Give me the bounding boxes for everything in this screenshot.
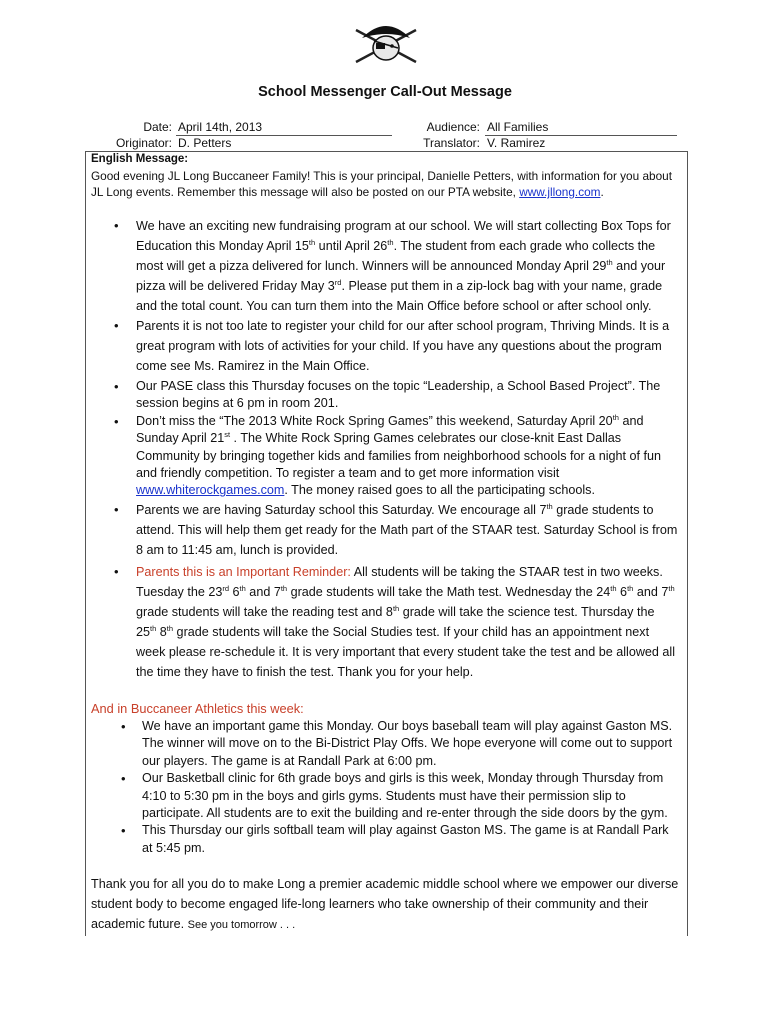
date-value: April 14th, 2013 bbox=[176, 120, 392, 136]
translator-value: V. Ramirez bbox=[487, 136, 546, 150]
closing-paragraph bbox=[91, 874, 681, 935]
english-message-heading: English Message: bbox=[91, 153, 189, 165]
list-item: • We have an exciting new fundraising program at our school. We will start collecting Box Tops for Education this Monday April 15th until April 26th. The student from each grade who collects the most will get a pizza delivered for lunch. Winners will be announced Monday April 29th and your pizza will be delivered Friday May 3rd. Please put them in a zip-lock bag with your name, grade and the total count. You can turn them into the Main Office before school or after school only. bbox=[98, 216, 678, 316]
intro-end: . bbox=[600, 185, 604, 199]
list-item: • Our PASE class this Thursday focuses on the topic “Leadership, a School Based Project”. The session begins at 6 pm in room 201. bbox=[98, 378, 678, 413]
audience-row bbox=[400, 120, 675, 134]
list-item: • Parents it is not too late to register your child for our after school program, Thriving Minds. It is a great program with lots of activities for your child. If you have any questions about the program come see Ms. Ramirez in the Main Office. bbox=[98, 316, 678, 376]
signoff: See you tomorrow . . . bbox=[187, 919, 296, 931]
page-title: School Messenger Call-Out Message bbox=[258, 84, 512, 100]
originator-value: D. Petters bbox=[178, 136, 232, 150]
originator-row bbox=[80, 136, 390, 150]
list-item: • Parents this is an Important Reminder: All students will be taking the STAAR test in two weeks. Tuesday the 23rd 6th and 7th grade students will take the Math test. Wednesday the 24th 6th and 7th grade students will take the reading test and 8th grade will take the science test. Thursday the 25th 8th grade students will take the Social Studies test. If your child has an appointment next week please re-schedule it. It is very important that every student take the test and be allowed all the time they have to finish the test. Thank you for your help. bbox=[98, 562, 678, 682]
date-row bbox=[80, 120, 390, 134]
list-item: • We have an important game this Monday. Our boys baseball team will play against Gaston MS. The winner will move on to the Bi-District Play Offs. We hope everyone will come out to support our players. The game is at Randall Park at 6:00 pm. bbox=[91, 718, 676, 770]
audience-label: Audience: bbox=[426, 120, 480, 134]
athletics-list bbox=[91, 718, 676, 857]
intro-text: Good evening JL Long Buccaneer Family! This is your principal, Danielle Petters, with information for you about JL Long events. Remember this message will also be posted on our PTA website, bbox=[91, 169, 672, 199]
intro-paragraph bbox=[91, 168, 681, 200]
list-item: • This Thursday our girls softball team will play against Gaston MS. The game is at Randall Park at 5:45 pm. bbox=[91, 822, 676, 857]
announcement-list-3 bbox=[98, 500, 678, 682]
originator-label: Originator: bbox=[115, 136, 172, 150]
closing-text: Thank you for all you do to make Long a premier academic middle school where we empower our diverse student body to become engaged life-long learners who take ownership of their community and their academic future. bbox=[91, 877, 679, 931]
announcement-list-2 bbox=[98, 378, 678, 500]
date-label: Date: bbox=[143, 120, 172, 134]
translator-label: Translator: bbox=[423, 136, 480, 150]
translator-row bbox=[400, 136, 675, 150]
list-item: • Our Basketball clinic for 6th grade boys and girls is this week, Monday through Thursday from 4:10 to 5:30 pm in the boys and girls gyms. Students must have their permission slip to participate. All students are to exit the building and re-enter through the side doors by the gym. bbox=[91, 770, 676, 822]
list-item: • Parents we are having Saturday school this Saturday. We encourage all 7th grade students to attend. This will help them get ready for the Math part of the STAAR test. Saturday School is from 8 am to 11:45 am, lunch is provided. bbox=[98, 500, 678, 560]
announcement-list bbox=[98, 216, 678, 376]
audience-value: All Families bbox=[485, 120, 677, 136]
athletics-heading: And in Buccaneer Athletics this week: bbox=[91, 701, 304, 716]
pta-website-link[interactable]: www.jllong.com bbox=[519, 185, 601, 199]
list-item: • Don’t miss the “The 2013 White Rock Spring Games” this weekend, Saturday April 20th and Sunday April 21st . The White Rock Spring Games celebrates our close-knit East Dallas Community by bringing together kids and families from neighborhood schools for a night of fun and friendly competition. To register a team and to get more information visit www.whiterockgames.com. The money raised goes to all the participating schools. bbox=[98, 413, 678, 500]
buccaneer-pirate-logo-icon bbox=[352, 18, 420, 74]
white-rock-games-link[interactable]: www.whiterockgames.com bbox=[136, 483, 285, 498]
important-reminder-label: Parents this is an Important Reminder: bbox=[136, 565, 351, 579]
